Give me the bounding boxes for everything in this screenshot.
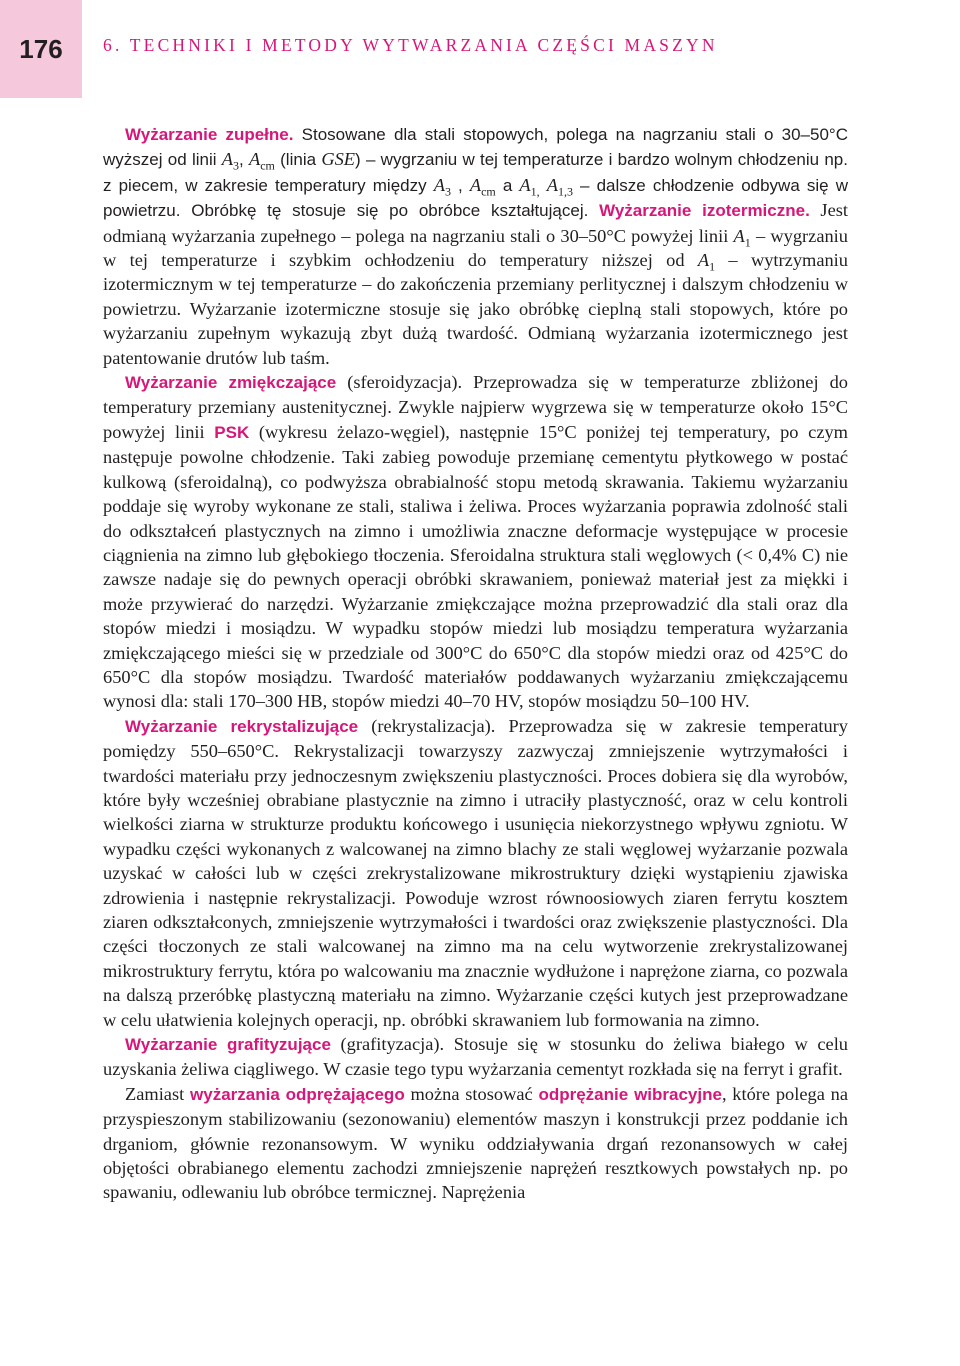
text-run: można stosować [404,1083,539,1104]
text-run: (linia [274,150,322,170]
text-run: – dalsze chłodzenie odbywa się w powietrzu. Obróbkę tę stosuje się po obróbce kształtującej. [103,175,848,221]
text-run: , [239,150,249,170]
text-run: (sferoidyzacja). Przeprowadza się w temperaturze zbliżonej do temperatury przemiany austenitycznej. Zwykle najpierw wygrzewa się w temperaturze około 15°C powyżej linii [103,372,848,442]
subscript: 1 [709,259,716,274]
page-number: 176 [19,33,63,64]
paragraph-graphitization [103,1032,848,1082]
subscript: 1 [744,235,751,250]
subscript: 3 [444,184,451,199]
text-run: (wykresu żelazo-węgiel), następnie 15°C poniżej tej temperatury, po czym następuje powolne chłodzenie. Taki zabieg powoduje przemianę cementytu płytkowego w postać kulkową (sferoidalną), co podwyższa obrabialność stopu metodą skrawania. Takiemu wyżarzaniu poddaje się wyroby wykonane ze stali, staliwa i żeliwa. Proces wyżarzania poprawia zdolność stali do odkształceń plastycznych na zimno i umożliwia znaczne deformacje występujące w procesie ciągnienia na zimno lub głębokiego tłoczenia. Sferoidalna struktura stali węglowych (< 0,4% C) nie zawsze nadaje się do pewnych operacji obróbki skrawaniem, ponieważ materiał jest za miękki i może przywierać do narzędzi. Wyżarzanie zmiękczające można przeprowadzić dla stali oraz dla stopów miedzi i mosiądzu. W wypadku stopów miedzi lub mosiądzu temperatura wyżarzania zmiękczającego mieści się w przedziale od 300°C do 650°C dla stopów miedzi oraz od 425°C do 650°C dla stopów mosiądzu. Twardość materiałów poddawanych wyżarzaniu zmiękczającemu wynosi dla: stali 170–300 HB, stopów miedzi 40–70 HV, stopów mosiądzu 50–100 HV. [103,421,848,712]
text-run: ) – wygrzaniu w tej temperaturze i bardzo wolnym chłodzeniu np. z piecem, w zakresie temperatury między [103,150,848,195]
italic-symbol: A [433,174,445,195]
italic-symbol: A [733,225,745,246]
highlighted-term: odprężanie wibracyjne [538,1084,722,1104]
text-run: (grafityzacja). Stosuje się w stosunku do żeliwa białego w celu uzyskania żeliwa ciągliwego. W czasie tego typu wyżarzania cementyt rozkłada się na ferryt i grafit. [103,1034,848,1080]
text-run: , które polega na przyspieszonym stabilizowaniu (sezonowaniu) elementów maszyn i konstrukcji przez poddanie ich drganiom, głównie rezonansowym. W wyniku oddziaływania drgań rezonansowych w całej objętości obrabianego elementu zachodzi zmniejszenie naprężeń resztkowych powstałych np. po spawaniu, odlewaniu lub obróbce termicznej. Naprężenia [103,1083,848,1203]
subscript: cm [260,159,275,174]
text-run: a [495,175,520,195]
italic-symbol: A [221,149,233,170]
italic-symbol: A [519,174,531,195]
italic-symbol: A [248,149,261,170]
body-text [103,122,848,1205]
text-run: – wytrzymaniu izotermicznym w tej temperaturze – do zakończenia przemiany perlitycznej i dalszym chłodzeniu w powietrzu. Wyżarzanie izotermiczne stosuje się jako obróbkę cieplną stali stopowych, które po wyżarzaniu zupełnym wykazują zbyt dużą twardość. Odmianą wyżarzania izotermicznego jest patentowanie drutów lub taśm. [103,250,848,368]
paragraph-vibration-stress-relief [103,1082,848,1205]
subscript: 1,3 [557,184,573,199]
highlighted-term: Wyżarzanie zmiękczające [125,373,337,393]
paragraph-recrystallization [103,714,848,1032]
italic-symbol: A [546,174,558,195]
highlighted-term: Wyżarzanie zupełne. [125,125,294,144]
highlighted-term: Wyżarzanie izotermiczne. [599,201,810,221]
text-run: Zamiast [125,1083,191,1104]
text-run: – wygrzaniu w tej temperaturze i szybkim ochłodzeniu do temperatury niższej od [103,225,848,271]
highlighted-term: wyżarzania odprężającego [190,1084,405,1104]
text-run: , [450,175,470,195]
paragraph-full-annealing [103,122,848,370]
italic-symbol: A [469,174,482,195]
italic-symbol: A [697,250,710,271]
running-header: 6. TECHNIKI I METODY WYTWARZANIA CZĘŚCI MASZYN [103,35,718,55]
italic-symbol: GSE [321,149,356,170]
subscript: 1, [530,184,540,199]
subscript: cm [481,184,496,199]
text-run [540,176,547,195]
page-number-tab [0,0,82,98]
text-run: (rekrystalizacja). Przeprowadza się w zakresie temperatury pomiędzy 550–650°C. Rekrystalizacji towarzyszy zazwyczaj zmniejszenie wytrzymałości i twardości materiału przy jednoczesnym zwiększeniu plastyczności. Proces dobiera się dla wyrobów, które były wcześniej obrabiane plastycznie na zimno i utraciły plastyczność, oraz w celu kontroli wielkości ziarna w strukturze produktu końcowego i usunięcia niekorzystnego wpływu zgniotu. W wypadku części wykonanych z walcowanej na zimno blachy ze stali węglowej wyżarzanie pozwala uzyskać w całości lub w części zrekrystalizowane mikrostruktury dzięki wystąpieniu zjawiska zdrowienia i następnie rekrystalizacji. Powoduje wzrost równoosiowych ziaren ferrytu kosztem ziaren odkształconych, zmniejszenie wytrzymałości i twardości oraz zwiększenie plastyczności. Dla części tłoczonych ze stali walcowanej na zimno ma na celu wytworzenie zrekrystalizowanej mikrostruktury ferrytu, która po walcowaniu ma znacznie wydłużone i naprężone ziarna, co pozwala na dalszą przeróbkę plastyczną materiału na zimno. Wyżarzanie części kutych jest przeprowadzane w celu ułatwienia kolejnych operacji, np. obróbki skrawaniem lub formowania na zimno. [103,715,848,1030]
paragraph-soft-annealing [103,370,848,714]
highlighted-term: Wyżarzanie grafityzujące [125,1035,331,1055]
subscript: 3 [233,159,239,174]
text-run: Stosowane dla stali stopowych, polega na nagrzaniu stali o 30–50°C wyższej od linii [103,125,848,170]
text-run: Jest odmianą wyżarzania zupełnego – polega na nagrzaniu stali o 30–50°C powyżej linii [103,200,849,246]
highlighted-term: Wyżarzanie rekrystalizujące [125,716,359,736]
highlighted-term: PSK [214,422,250,442]
